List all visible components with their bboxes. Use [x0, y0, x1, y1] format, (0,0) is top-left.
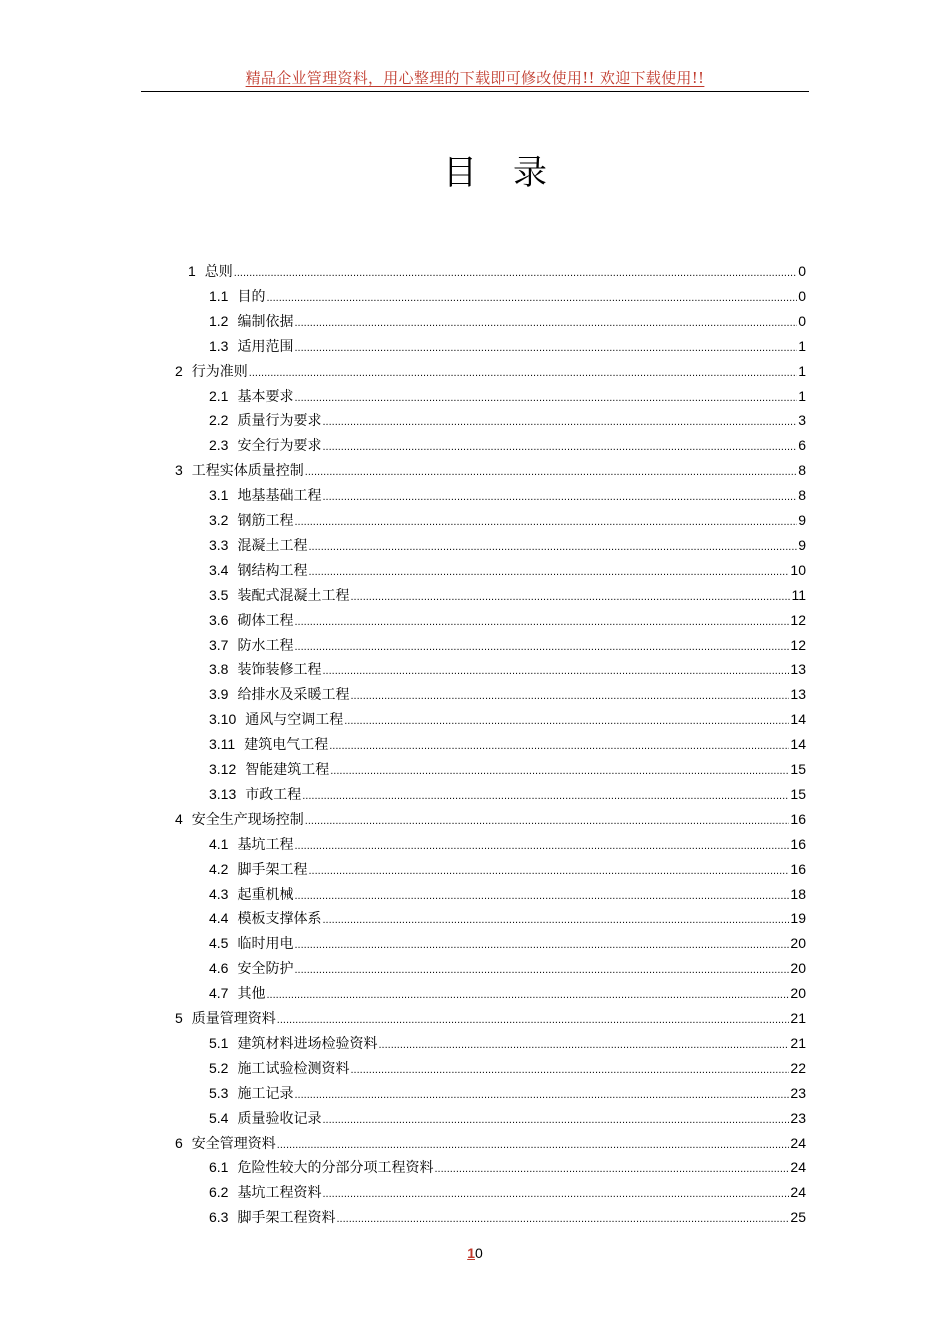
toc-entry-page: 1 [798, 337, 806, 354]
toc-entry-page: 12 [790, 636, 806, 653]
toc-entry-number: 3.9 [209, 686, 229, 703]
toc-entry[interactable] [209, 334, 806, 358]
toc-dot-leader [322, 435, 797, 459]
toc-dot-leader [336, 1207, 789, 1231]
toc-entry-label: 适用范围 [237, 338, 294, 355]
toc-entry[interactable] [209, 906, 806, 930]
toc-entry-number: 5 [175, 1010, 183, 1026]
toc-entry-page: 9 [798, 536, 806, 553]
toc-entry[interactable] [175, 1131, 806, 1155]
toc-dot-leader [294, 311, 797, 335]
toc-entry-number: 1.3 [209, 337, 229, 354]
toc-dot-leader [330, 759, 789, 783]
toc-entry-number: 3.8 [209, 661, 229, 678]
toc-dot-leader [322, 908, 789, 932]
toc-entry-number: 4.1 [209, 835, 229, 852]
toc-entry[interactable] [209, 1180, 806, 1204]
toc-entry-number: 5.1 [209, 1034, 229, 1051]
toc-entry[interactable] [209, 956, 806, 980]
toc-entry[interactable] [175, 807, 806, 831]
toc-dot-leader [294, 1083, 789, 1107]
toc-entry-number: 5.4 [209, 1109, 229, 1126]
toc-entry-label: 安全生产现场控制 [191, 811, 304, 828]
toc-entry[interactable] [175, 1006, 806, 1030]
toc-dot-leader [249, 361, 797, 385]
toc-entry[interactable] [209, 707, 806, 731]
toc-dot-leader [294, 510, 797, 534]
toc-entry[interactable] [209, 309, 806, 333]
toc-entry-number: 6.2 [209, 1184, 229, 1201]
page-title: 目录 [443, 153, 583, 193]
toc-entry-label: 智能建筑工程 [245, 762, 330, 778]
toc-entry-number: 3.13 [209, 785, 237, 802]
toc-entry-number: 6 [175, 1134, 183, 1151]
toc-entry[interactable] [209, 657, 806, 681]
toc-dot-leader [378, 1033, 789, 1057]
toc-entry-label: 模板支撑体系 [237, 911, 322, 928]
toc-entry-page: 21 [790, 1034, 806, 1051]
toc-entry-number: 4.4 [209, 910, 229, 927]
toc-entry-label: 给排水及采暖工程 [237, 687, 350, 704]
toc-entry-label: 防水工程 [237, 637, 294, 654]
toc-dot-leader [322, 1182, 789, 1206]
toc-dot-leader [277, 1133, 790, 1157]
toc-dot-leader [266, 983, 789, 1007]
toc-entry-label: 基坑工程 [237, 836, 294, 853]
toc-entry-label: 通风与空调工程 [245, 712, 344, 729]
toc-entry-label: 钢筋工程 [237, 513, 294, 529]
toc-entry-label: 混凝土工程 [237, 537, 308, 554]
toc-dot-leader [329, 734, 789, 758]
toc-entry-page: 9 [798, 512, 806, 528]
toc-dot-leader [322, 1108, 789, 1132]
toc-entry[interactable] [209, 583, 806, 607]
toc-dot-leader [308, 560, 789, 584]
toc-dot-leader [308, 535, 797, 559]
toc-entry-label: 编制依据 [237, 313, 294, 330]
toc-entry[interactable] [209, 483, 806, 507]
toc-entry-label: 基坑工程资料 [237, 1185, 322, 1202]
toc-entry-page: 0 [798, 263, 806, 279]
toc-entry-label: 基本要求 [237, 388, 294, 405]
page-header [141, 66, 809, 92]
toc-entry-number: 5.3 [209, 1084, 229, 1101]
toc-entry[interactable] [209, 832, 806, 856]
toc-entry-page: 3 [798, 412, 806, 429]
toc-entry-page: 15 [790, 761, 806, 777]
toc-entry[interactable] [209, 558, 806, 582]
toc-dot-leader [294, 884, 789, 908]
toc-dot-leader [350, 684, 789, 708]
toc-entry-label: 建筑电气工程 [244, 737, 329, 754]
toc-entry[interactable] [209, 1056, 806, 1080]
toc-entry-label: 装配式混凝土工程 [237, 587, 350, 604]
toc-entry-page: 20 [790, 935, 806, 952]
toc-entry-page: 16 [790, 860, 806, 877]
toc-entry-label: 钢结构工程 [237, 562, 308, 579]
toc-entry-label: 危险性较大的分部分项工程资料 [237, 1160, 434, 1177]
toc-entry-page: 10 [790, 561, 806, 578]
toc-entry-page: 6 [798, 437, 806, 454]
toc-entry[interactable] [209, 682, 806, 706]
toc-entry[interactable] [209, 931, 806, 955]
toc-dot-leader [322, 485, 797, 509]
toc-entry-page: 13 [790, 661, 806, 678]
toc-entry-number: 4.2 [209, 860, 229, 877]
toc-entry-label: 市政工程 [245, 786, 302, 803]
toc-entry-number: 3.10 [209, 711, 237, 728]
toc-entry-page: 19 [790, 910, 806, 927]
toc-entry-label: 安全防护 [237, 961, 294, 978]
toc-entry-label: 建筑材料进场检验资料 [237, 1035, 378, 1052]
toc-entry-label: 其他 [237, 986, 266, 1003]
toc-entry-page: 8 [798, 487, 806, 504]
toc-entry-number: 3.1 [209, 487, 229, 504]
toc-entry[interactable] [209, 1031, 806, 1055]
toc-dot-leader [344, 709, 789, 733]
toc-entry-label: 施工试验检测资料 [237, 1060, 350, 1077]
toc-entry-number: 3 [175, 462, 183, 479]
toc-entry-page: 13 [790, 686, 806, 703]
toc-dot-leader [305, 809, 790, 833]
toc-entry[interactable] [175, 458, 806, 482]
toc-dot-leader [294, 386, 797, 410]
toc-entry-page: 12 [790, 611, 806, 628]
toc-entry-number: 1.2 [209, 312, 229, 329]
toc-entry-label: 质量行为要求 [237, 413, 322, 430]
toc-entry-number: 1.1 [209, 287, 229, 304]
page-number-current: 1 [467, 1245, 475, 1261]
toc-entry-page: 24 [790, 1159, 806, 1176]
toc-entry-page: 23 [790, 1109, 806, 1126]
toc-entry-number: 4.5 [209, 935, 229, 952]
toc-entry-page: 25 [790, 1209, 806, 1226]
page-footer [0, 1245, 950, 1261]
toc-entry-number: 5.2 [209, 1059, 229, 1076]
toc-entry-page: 1 [798, 362, 806, 379]
toc-entry-page: 24 [790, 1184, 806, 1201]
toc-entry-page: 20 [790, 985, 806, 1002]
toc-dot-leader [308, 859, 789, 883]
toc-entry-number: 6.1 [209, 1159, 229, 1176]
toc-dot-leader [350, 1058, 789, 1082]
page-number-suffix: 0 [475, 1245, 483, 1261]
toc-entry-number: 6.3 [209, 1209, 229, 1226]
toc-entry-page: 0 [798, 312, 806, 329]
toc-entry[interactable] [209, 633, 806, 657]
toc-entry-number: 2.1 [209, 387, 229, 404]
toc-entry-number: 2.3 [209, 437, 229, 454]
toc-dot-leader [434, 1157, 789, 1181]
toc-entry-number: 3.5 [209, 586, 229, 603]
toc-dot-leader [294, 958, 789, 982]
toc-entry-number: 4.7 [209, 985, 229, 1002]
toc-dot-leader [302, 784, 789, 808]
toc-entry-label: 质量验收记录 [237, 1110, 322, 1127]
toc-entry-number: 4 [175, 810, 183, 827]
toc-dot-leader [294, 635, 789, 659]
toc-entry[interactable] [209, 882, 806, 906]
toc-entry[interactable] [209, 408, 806, 432]
toc-entry-label: 行为准则 [191, 363, 248, 380]
toc-entry-page: 8 [798, 462, 806, 479]
toc-entry-label: 施工记录 [237, 1085, 294, 1102]
toc-entry-number: 3.11 [209, 736, 236, 753]
toc-entry-number: 2.2 [209, 412, 229, 429]
toc-entry-number: 3.12 [209, 761, 237, 777]
toc-entry[interactable] [209, 981, 806, 1005]
toc-entry-label: 砌体工程 [237, 612, 294, 629]
toc-entry[interactable] [209, 1081, 806, 1105]
toc-dot-leader [234, 261, 797, 285]
header-text: 精品企业管理资料，用心整理的下载即可修改使用!! 欢迎下载使用!! [245, 69, 705, 87]
toc-entry-page: 23 [790, 1084, 806, 1101]
toc-dot-leader [294, 933, 789, 957]
toc-entry-number: 1 [188, 263, 196, 279]
toc-entry[interactable] [188, 259, 806, 283]
toc-entry[interactable] [175, 359, 806, 383]
toc-entry-label: 目的 [237, 288, 266, 305]
toc-dot-leader [305, 460, 797, 484]
toc-entry-label: 安全管理资料 [191, 1135, 276, 1152]
toc-entry[interactable] [209, 533, 806, 557]
toc-dot-leader [294, 610, 789, 634]
toc-entry-label: 起重机械 [237, 886, 294, 903]
toc-entry-number: 4.6 [209, 960, 229, 977]
toc-entry-page: 14 [790, 736, 806, 753]
toc-entry-label: 工程实体质量控制 [191, 463, 304, 480]
toc-entry[interactable] [209, 384, 806, 408]
toc-entry-number: 3.4 [209, 561, 229, 578]
toc-entry-page: 20 [790, 960, 806, 977]
toc-entry-label: 安全行为要求 [237, 438, 322, 455]
toc-entry-number: 3.7 [209, 636, 229, 653]
toc-entry[interactable] [209, 1155, 806, 1179]
toc-entry-label: 装饰装修工程 [237, 662, 322, 679]
toc-entry[interactable] [209, 1106, 806, 1130]
toc-entry-label: 临时用电 [237, 936, 294, 953]
toc-dot-leader [294, 336, 797, 360]
toc-entry[interactable] [209, 608, 806, 632]
toc-entry-number: 4.3 [209, 885, 229, 902]
toc-entry-label: 脚手架工程资料 [237, 1210, 336, 1227]
toc-entry-page: 16 [790, 835, 806, 852]
toc-entry[interactable] [209, 284, 806, 308]
toc-entry-number: 3.6 [209, 611, 229, 628]
toc-entry-page: 18 [790, 885, 806, 902]
toc-dot-leader [277, 1008, 790, 1032]
toc-entry[interactable] [209, 857, 806, 881]
toc-entry[interactable] [209, 508, 806, 532]
toc-dot-leader [266, 286, 797, 310]
toc-entry-page: 22 [790, 1059, 806, 1076]
toc-entry-label: 质量管理资料 [191, 1011, 276, 1027]
toc-entry[interactable] [209, 757, 806, 781]
toc-entry-page: 15 [790, 785, 806, 802]
toc-entry[interactable] [209, 732, 806, 756]
toc-entry-label: 总则 [204, 264, 233, 280]
toc-entry-number: 3.3 [209, 536, 229, 553]
toc-entry[interactable] [209, 433, 806, 457]
toc-entry-number: 3.2 [209, 512, 229, 528]
toc-entry-page: 0 [798, 287, 806, 304]
toc-dot-leader [322, 659, 789, 683]
toc-entry-label: 脚手架工程 [237, 861, 308, 878]
toc-entry-number: 2 [175, 362, 183, 379]
toc-entry-page: 14 [790, 711, 806, 728]
toc-entry-page: 1 [798, 387, 806, 404]
toc-entry[interactable] [209, 782, 806, 806]
toc-entry-page: 21 [790, 1010, 806, 1026]
toc-dot-leader [322, 410, 797, 434]
toc-entry-page: 24 [790, 1134, 806, 1151]
toc-entry-page: 16 [790, 810, 806, 827]
toc-entry-page: 11 [791, 586, 806, 603]
toc-dot-leader [294, 834, 789, 858]
toc-entry-label: 地基基础工程 [237, 488, 322, 505]
toc-dot-leader [350, 585, 790, 609]
toc-entry[interactable] [209, 1205, 806, 1229]
